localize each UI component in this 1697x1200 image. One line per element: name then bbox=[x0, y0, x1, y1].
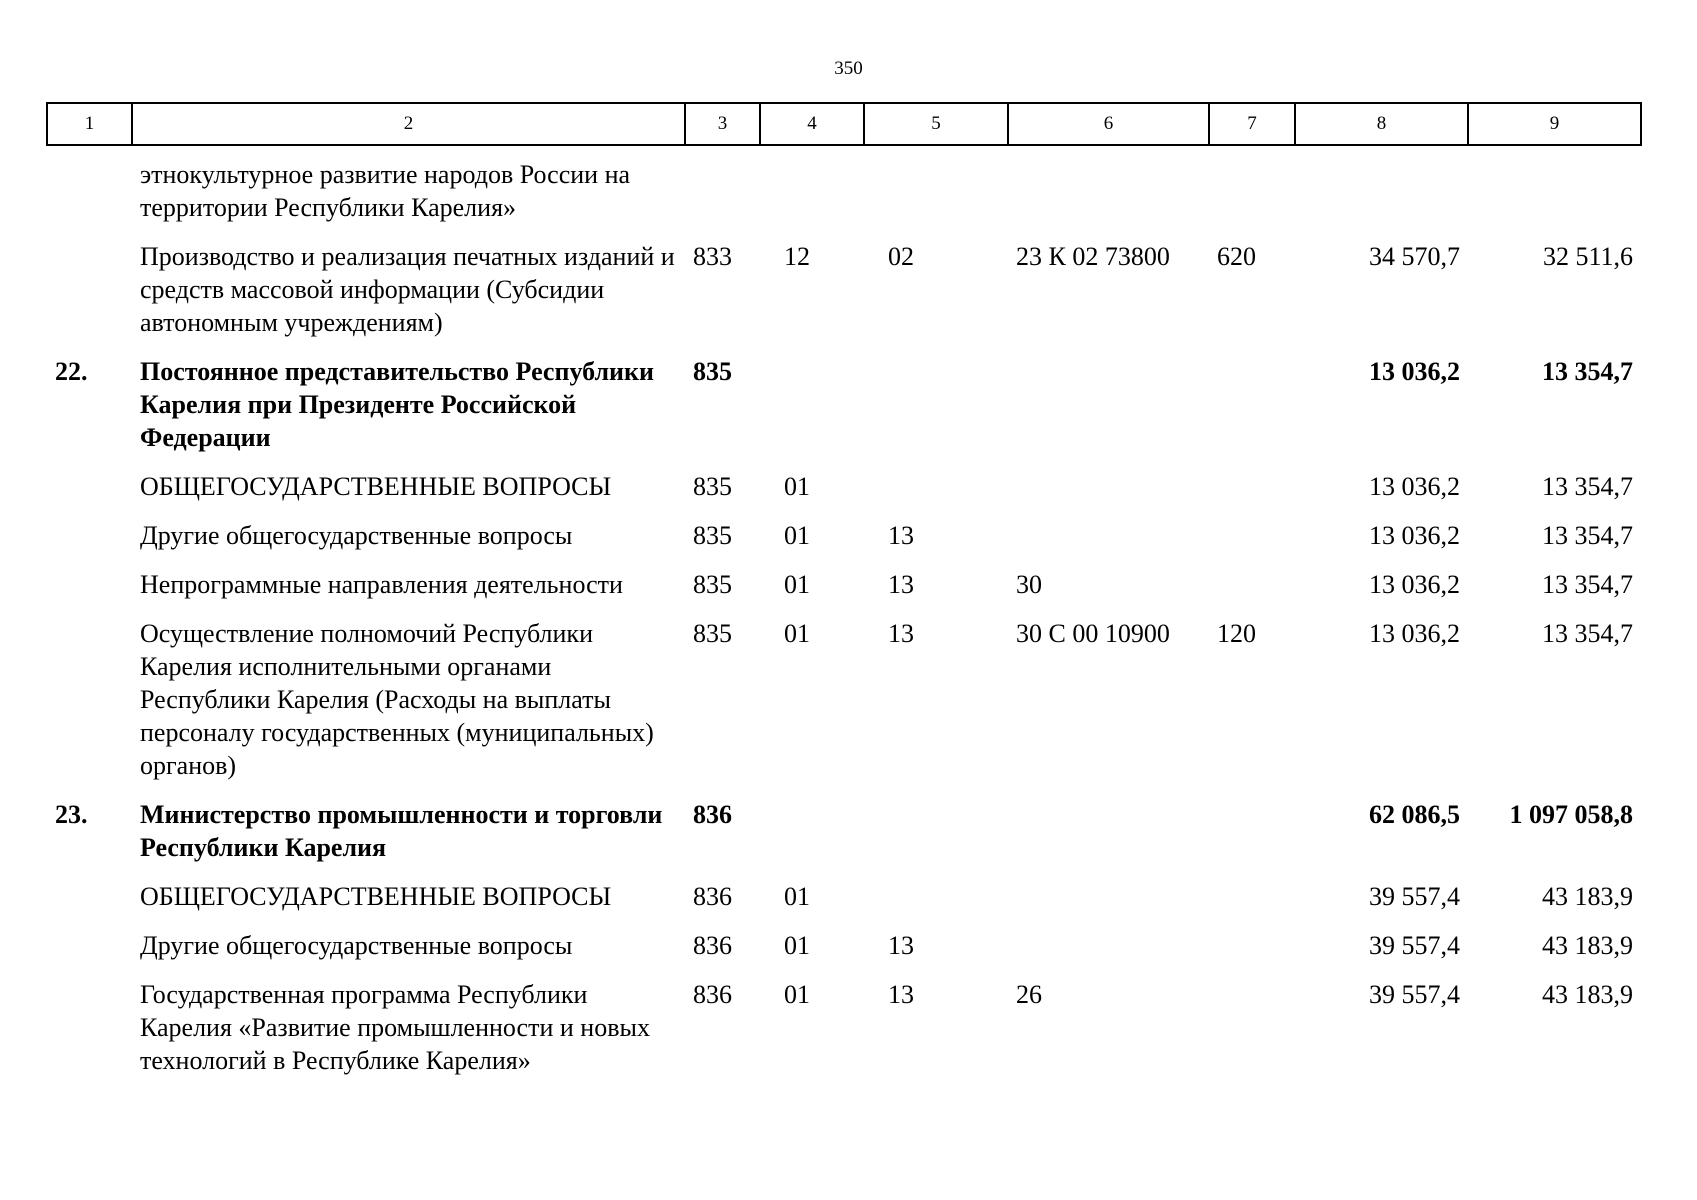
cell-col-9: 43 183,9 bbox=[1542, 980, 1633, 1009]
cell-col-6: 30 bbox=[1016, 570, 1042, 599]
cell-col-8: 13 036,2 bbox=[1369, 619, 1460, 648]
cell-col-9: 1 097 058,8 bbox=[1509, 800, 1633, 829]
row-number bbox=[47, 240, 132, 355]
cell-col-7 bbox=[1209, 798, 1295, 880]
table-row bbox=[47, 470, 1641, 519]
row-name: Государственная программа Республики Карелия «Развитие промышленности и новых технологий в Республике Карелия» bbox=[140, 980, 650, 1075]
table-body bbox=[47, 145, 1641, 1093]
cell-col-9: 13 354,7 bbox=[1542, 521, 1633, 550]
cell-col-9 bbox=[1468, 145, 1641, 240]
row-number bbox=[47, 978, 132, 1093]
cell-col-7 bbox=[1209, 978, 1295, 1093]
cell-col-8: 39 557,4 bbox=[1369, 931, 1460, 960]
cell-col-6 bbox=[1008, 880, 1209, 929]
cell-col-8 bbox=[1295, 145, 1468, 240]
cell-col-5: 13 bbox=[888, 980, 914, 1009]
cell-col-3: 833 bbox=[693, 242, 732, 271]
cell-col-4: 12 bbox=[784, 242, 810, 271]
cell-col-3: 835 bbox=[693, 619, 732, 648]
cell-col-7 bbox=[1209, 145, 1295, 240]
row-name: Непрограммные направления деятельности bbox=[140, 570, 623, 599]
cell-col-4 bbox=[760, 355, 864, 470]
cell-col-3: 836 bbox=[693, 800, 732, 829]
cell-col-4: 01 bbox=[784, 980, 810, 1009]
row-number bbox=[47, 617, 132, 798]
cell-col-9: 43 183,9 bbox=[1542, 931, 1633, 960]
cell-col-3: 836 bbox=[693, 931, 732, 960]
cell-col-7: 620 bbox=[1217, 242, 1256, 271]
cell-col-9: 32 511,6 bbox=[1542, 242, 1633, 271]
header-col-6: 6 bbox=[1008, 103, 1209, 145]
cell-col-8: 13 036,2 bbox=[1369, 570, 1460, 599]
header-row bbox=[47, 103, 1641, 145]
cell-col-7 bbox=[1209, 519, 1295, 568]
cell-col-4: 01 bbox=[784, 619, 810, 648]
cell-col-8: 13 036,2 bbox=[1369, 472, 1460, 501]
cell-col-9: 43 183,9 bbox=[1542, 882, 1633, 911]
row-name: Осуществление полномочий Республики Карелия исполнительными органами Республики Карелия (Расходы на выплаты персоналу государственных (муниципальных) органов) bbox=[140, 619, 654, 780]
cell-col-7 bbox=[1209, 470, 1295, 519]
cell-col-5 bbox=[864, 798, 1008, 880]
row-number bbox=[47, 519, 132, 568]
header-col-4: 4 bbox=[760, 103, 864, 145]
cell-col-7 bbox=[1209, 929, 1295, 978]
cell-col-9: 13 354,7 bbox=[1542, 619, 1633, 648]
row-name: Постоянное представительство Республики Карелия при Президенте Российской Федерации bbox=[140, 357, 654, 452]
cell-col-3: 835 bbox=[693, 357, 732, 386]
cell-col-6 bbox=[1008, 929, 1209, 978]
header-col-9: 9 bbox=[1468, 103, 1641, 145]
row-number bbox=[47, 568, 132, 617]
cell-col-6: 26 bbox=[1016, 980, 1042, 1009]
table-row-section bbox=[47, 798, 1641, 880]
row-name: Производство и реализация печатных изданий и средств массовой информации (Субсидии автономным учреждениям) bbox=[140, 242, 675, 337]
row-name: ОБЩЕГОСУДАРСТВЕННЫЕ ВОПРОСЫ bbox=[140, 882, 612, 911]
header-col-7: 7 bbox=[1209, 103, 1295, 145]
table-row-section bbox=[47, 355, 1641, 470]
cell-col-7: 120 bbox=[1217, 619, 1256, 648]
table-row bbox=[47, 568, 1641, 617]
row-number bbox=[47, 880, 132, 929]
cell-col-9: 13 354,7 bbox=[1542, 357, 1633, 386]
row-number: 22. bbox=[55, 357, 88, 386]
cell-col-9: 13 354,7 bbox=[1542, 472, 1633, 501]
table-header bbox=[47, 103, 1641, 145]
cell-col-6 bbox=[1008, 798, 1209, 880]
row-name: Министерство промышленности и торговли Республики Карелия bbox=[140, 800, 663, 862]
table-row bbox=[47, 617, 1641, 798]
cell-col-4: 01 bbox=[784, 882, 810, 911]
cell-col-4 bbox=[760, 145, 864, 240]
cell-col-6: 30 С 00 10900 bbox=[1016, 619, 1170, 648]
budget-table bbox=[46, 102, 1642, 1093]
cell-col-5 bbox=[864, 355, 1008, 470]
page-number: 350 bbox=[834, 58, 863, 79]
row-number bbox=[47, 145, 132, 240]
row-name: Другие общегосударственные вопросы bbox=[140, 931, 573, 960]
cell-col-3: 836 bbox=[693, 882, 732, 911]
cell-col-4: 01 bbox=[784, 570, 810, 599]
header-col-5: 5 bbox=[864, 103, 1008, 145]
table-row bbox=[47, 978, 1641, 1093]
table-row bbox=[47, 880, 1641, 929]
cell-col-8: 62 086,5 bbox=[1369, 800, 1460, 829]
row-name: ОБЩЕГОСУДАРСТВЕННЫЕ ВОПРОСЫ bbox=[140, 472, 612, 501]
cell-col-4: 01 bbox=[784, 521, 810, 550]
cell-col-5: 13 bbox=[888, 521, 914, 550]
cell-col-3: 836 bbox=[693, 980, 732, 1009]
cell-col-4 bbox=[760, 798, 864, 880]
cell-col-4: 01 bbox=[784, 472, 810, 501]
cell-col-6 bbox=[1008, 145, 1209, 240]
table-row bbox=[47, 519, 1641, 568]
header-col-3: 3 bbox=[685, 103, 760, 145]
row-name: Другие общегосударственные вопросы bbox=[140, 521, 573, 550]
cell-col-3 bbox=[685, 145, 760, 240]
cell-col-8: 13 036,2 bbox=[1369, 521, 1460, 550]
cell-col-3: 835 bbox=[693, 472, 732, 501]
cell-col-3: 835 bbox=[693, 570, 732, 599]
row-number: 23. bbox=[55, 800, 88, 829]
row-number bbox=[47, 929, 132, 978]
cell-col-9: 13 354,7 bbox=[1542, 570, 1633, 599]
cell-col-6 bbox=[1008, 470, 1209, 519]
header-col-2: 2 bbox=[132, 103, 685, 145]
cell-col-7 bbox=[1209, 568, 1295, 617]
cell-col-8: 39 557,4 bbox=[1369, 980, 1460, 1009]
cell-col-6 bbox=[1008, 355, 1209, 470]
cell-col-5 bbox=[864, 145, 1008, 240]
header-col-8: 8 bbox=[1295, 103, 1468, 145]
table-row bbox=[47, 145, 1641, 240]
cell-col-5 bbox=[864, 880, 1008, 929]
cell-col-6: 23 К 02 73800 bbox=[1016, 242, 1170, 271]
cell-col-8: 34 570,7 bbox=[1369, 242, 1460, 271]
cell-col-5: 13 bbox=[888, 931, 914, 960]
header-col-1: 1 bbox=[47, 103, 132, 145]
cell-col-4: 01 bbox=[784, 931, 810, 960]
cell-col-7 bbox=[1209, 355, 1295, 470]
row-number bbox=[47, 470, 132, 519]
cell-col-8: 39 557,4 bbox=[1369, 882, 1460, 911]
table-row bbox=[47, 929, 1641, 978]
cell-col-5: 02 bbox=[888, 242, 914, 271]
table-row bbox=[47, 240, 1641, 355]
cell-col-7 bbox=[1209, 880, 1295, 929]
cell-col-3: 835 bbox=[693, 521, 732, 550]
cell-col-5: 13 bbox=[888, 570, 914, 599]
cell-col-8: 13 036,2 bbox=[1369, 357, 1460, 386]
cell-col-6 bbox=[1008, 519, 1209, 568]
cell-col-5 bbox=[864, 470, 1008, 519]
cell-col-5: 13 bbox=[888, 619, 914, 648]
row-name: этнокультурное развитие народов России на территории Республики Карелия» bbox=[140, 160, 631, 222]
